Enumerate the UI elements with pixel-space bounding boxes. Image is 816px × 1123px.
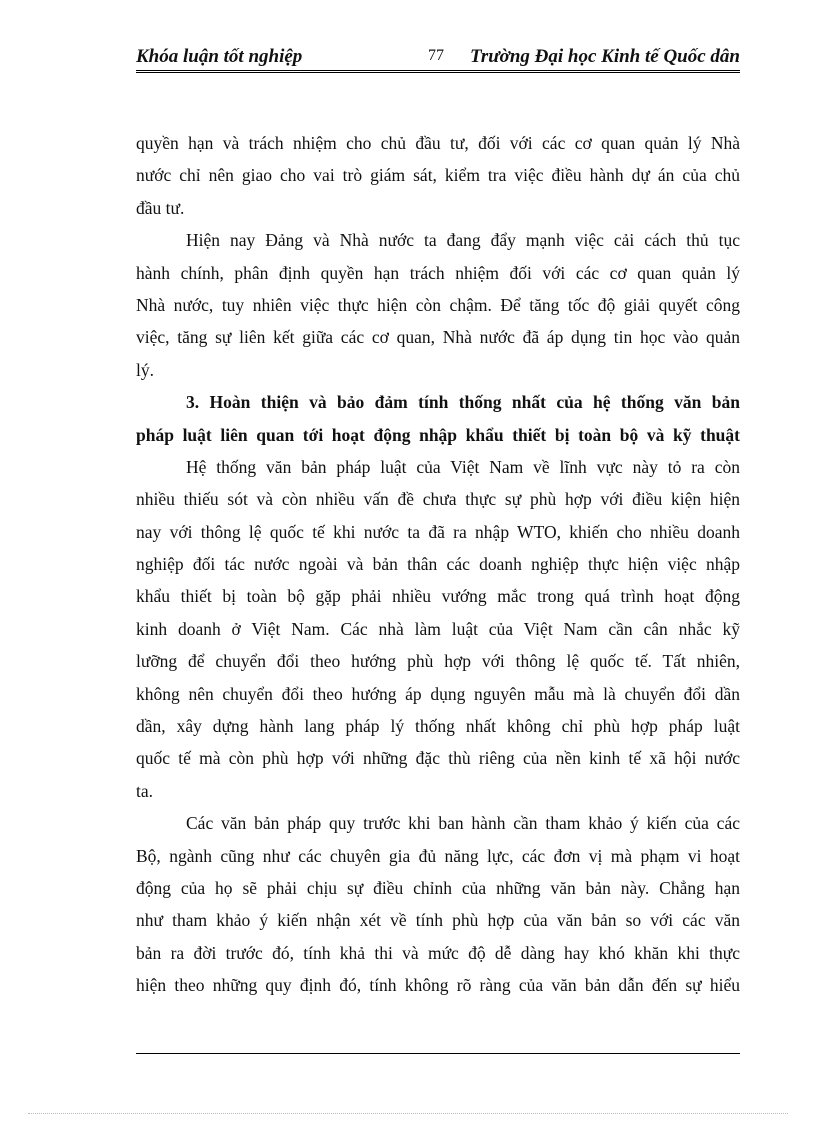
text-line: hành chính, phân định quyền hạn trách nhiệm đối với các cơ quan quản lý <box>136 262 740 283</box>
text-line: Nhà nước, tuy nhiên việc thực hiện còn chậm. Để tăng tốc độ giải quyết công <box>136 294 740 315</box>
text-line: dần, xây dựng hành lang pháp lý thống nhất không chỉ phù hợp pháp luật <box>136 716 740 737</box>
text-line: việc, tăng sự liên kết giữa các cơ quan, Nhà nước đã áp dụng tin học vào quản <box>136 327 740 348</box>
text-line: nay với thông lệ quốc tế khi nước ta đã ra nhập WTO, khiến cho nhiều doanh <box>136 521 740 542</box>
page-edge-dots <box>28 1113 788 1114</box>
header-thesis-title: Khóa luận tốt nghiệp <box>136 46 303 67</box>
page-number: 77 <box>428 47 444 64</box>
page-header <box>136 44 740 73</box>
document-body <box>136 130 740 1005</box>
text-line: ta. <box>136 780 154 801</box>
text-line: lý. <box>136 359 154 380</box>
footer-divider <box>136 1053 740 1054</box>
text-line: khẩu thiết bị toàn bộ gặp phải nhiều vướng mắc trong quá trình hoạt động <box>136 586 740 607</box>
text-line: quyền hạn và trách nhiệm cho chủ đầu tư, đối với các cơ quan quản lý Nhà <box>136 133 740 153</box>
text-line: Bộ, ngành cũng như các chuyên gia đủ năng lực, các đơn vị mà phạm vi hoạt <box>136 845 740 866</box>
text-line: như tham khảo ý kiến nhận xét về tính phù hợp của văn bản so với các văn <box>136 910 740 931</box>
header-university-name: Trường Đại học Kinh tế Quốc dân <box>469 46 740 67</box>
section-heading-line: pháp luật liên quan tới hoạt động nhập khẩu thiết bị toàn bộ và kỹ thuật <box>136 424 740 445</box>
text-line: hiện theo những quy định đó, tính không rõ ràng của văn bản dẫn đến sự hiểu <box>136 975 740 996</box>
text-line: Các văn bản pháp quy trước khi ban hành cần tham khảo ý kiến của các <box>186 813 740 834</box>
text-line: không nên chuyển đổi theo hướng áp dụng nguyên mẫu mà là chuyển đổi dần <box>136 683 740 704</box>
text-line: bản ra đời trước đó, tính khả thi và mức độ dễ dàng hay khó khăn khi thực <box>136 942 740 963</box>
text-line: Hệ thống văn bản pháp luật của Việt Nam về lĩnh vực này tỏ ra còn <box>186 456 740 477</box>
text-line: Hiện nay Đảng và Nhà nước ta đang đẩy mạnh việc cải cách thủ tục <box>186 230 740 251</box>
text-line: lưỡng để chuyển đổi theo hướng phù hợp với thông lệ quốc tế. Tất nhiên, <box>136 651 740 672</box>
text-line: nước chỉ nên giao cho vai trò giám sát, kiểm tra việc điều hành dự án của chủ <box>136 165 740 186</box>
text-line: quốc tế mà còn phù hợp với những đặc thù riêng của nền kinh tế xã hội nước <box>136 748 740 769</box>
text-line: đầu tư. <box>136 197 185 218</box>
text-line: động của họ sẽ phải chịu sự điều chỉnh của những văn bản này. Chẳng hạn <box>136 877 740 898</box>
section-heading-line: 3. Hoàn thiện và bảo đảm tính thống nhất của hệ thống văn bản <box>186 392 740 413</box>
text-line: kinh doanh ở Việt Nam. Các nhà làm luật của Việt Nam cần cân nhắc kỹ <box>136 618 740 639</box>
text-line: nhiều thiếu sót và còn nhiều vấn đề chưa thực sự phù hợp với điều kiện hiện <box>136 489 740 510</box>
text-line: nghiệp đối tác nước ngoài và bản thân các doanh nghiệp thực hiện việc nhập <box>136 554 740 575</box>
